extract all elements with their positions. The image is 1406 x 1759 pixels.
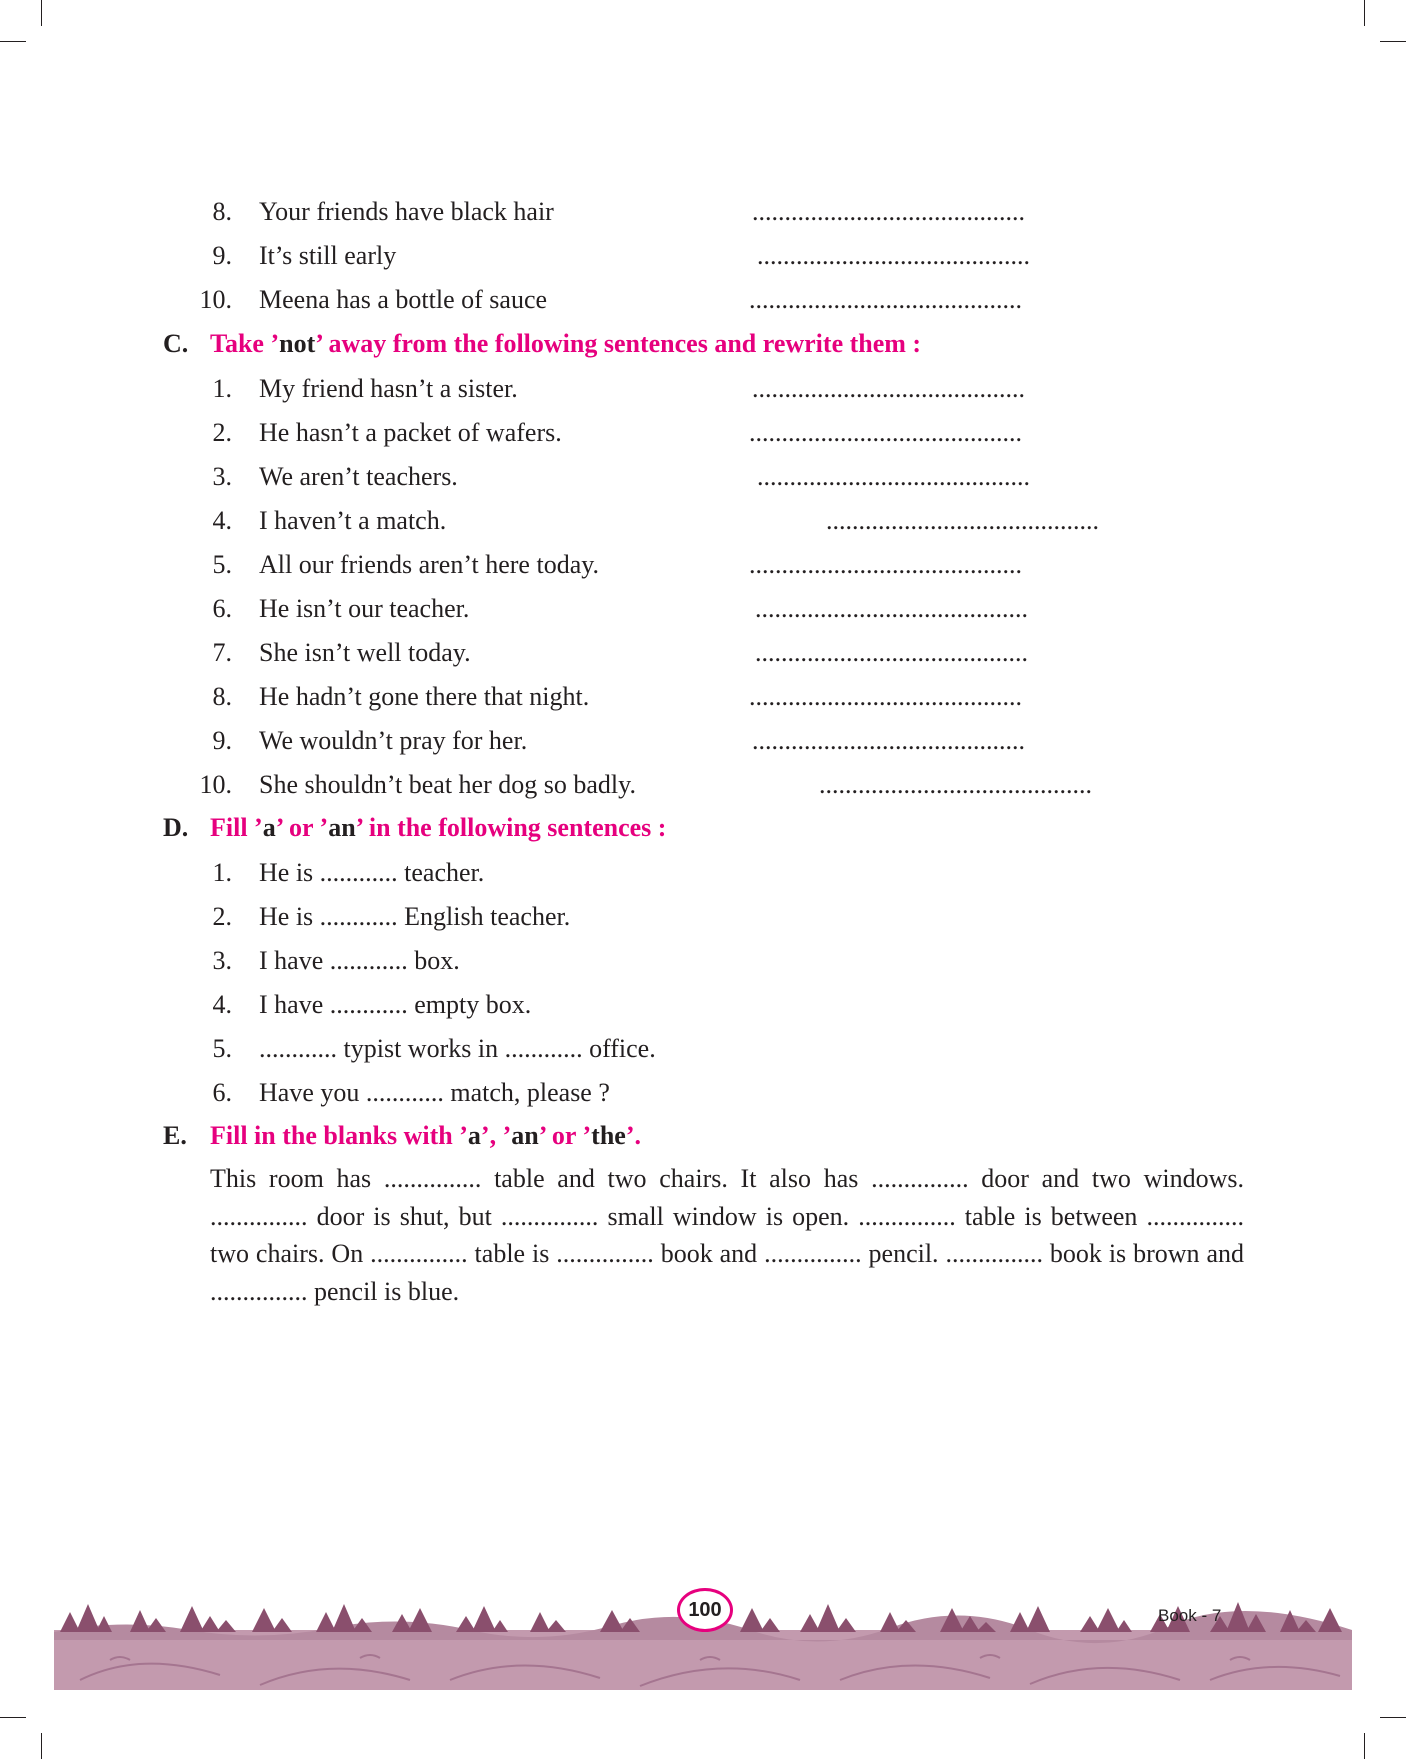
title-keyword: a xyxy=(467,1121,481,1150)
answer-blank: .......................................... xyxy=(752,374,1025,403)
item-text: My friend hasn’t a sister. xyxy=(259,374,518,403)
answer-blank: .......................................... xyxy=(752,726,1025,755)
item-text: He hasn’t a packet of wafers. xyxy=(259,418,562,447)
crop-mark-bottom-left-v xyxy=(41,1733,42,1759)
title-keyword: the xyxy=(591,1121,626,1150)
item-number: 1. xyxy=(212,374,232,403)
item-text: Meena has a bottle of sauce xyxy=(259,285,548,314)
item-text: It’s still early xyxy=(259,241,397,270)
title-keyword: an xyxy=(511,1121,539,1150)
item-number: 4. xyxy=(212,990,232,1019)
answer-blank: .......................................... xyxy=(757,462,1030,491)
crop-mark-bottom-right-h xyxy=(1380,1717,1406,1718)
item-text: He is ............ English teacher. xyxy=(259,902,571,931)
item-number: 4. xyxy=(212,506,232,535)
answer-blank: .......................................... xyxy=(826,506,1099,535)
title-keyword: an xyxy=(328,813,356,842)
section-title xyxy=(210,813,666,843)
item-number: 8. xyxy=(212,682,232,711)
title-part: ’. xyxy=(625,1121,642,1150)
section-letter: D. xyxy=(163,813,189,842)
title-part: Take ’ xyxy=(210,329,280,358)
section-title xyxy=(210,1121,641,1151)
answer-blank: .......................................... xyxy=(749,418,1022,447)
item-number: 5. xyxy=(212,1034,232,1063)
item-text: Have you ............ match, please ? xyxy=(259,1078,610,1107)
item-text: I have ............ box. xyxy=(259,946,460,975)
crop-mark-top-left-h xyxy=(0,41,26,42)
item-text: Your friends have black hair xyxy=(259,197,554,226)
item-number: 2. xyxy=(212,902,232,931)
answer-blank: .......................................... xyxy=(749,550,1022,579)
item-text: ............ typist works in ............ office. xyxy=(259,1034,656,1063)
item-number: 8. xyxy=(212,197,232,226)
title-part: Fill ’ xyxy=(210,813,263,842)
item-text: We aren’t teachers. xyxy=(259,462,458,491)
item-number: 1. xyxy=(212,858,232,887)
item-text: She shouldn’t beat her dog so badly. xyxy=(259,770,636,799)
section-letter: C. xyxy=(163,329,189,358)
item-number: 2. xyxy=(212,418,232,447)
answer-blank: .......................................... xyxy=(755,638,1028,667)
item-number: 5. xyxy=(212,550,232,579)
item-number: 9. xyxy=(212,726,232,755)
item-number: 3. xyxy=(212,462,232,491)
title-keyword: a xyxy=(262,813,276,842)
answer-blank: .......................................... xyxy=(755,594,1028,623)
crop-mark-top-left-v xyxy=(41,0,42,26)
crop-mark-top-right-h xyxy=(1380,41,1406,42)
answer-blank: .......................................... xyxy=(752,197,1025,226)
item-number: 7. xyxy=(212,638,232,667)
page-number-badge: 100 xyxy=(677,1588,733,1632)
section-letter: E. xyxy=(163,1121,187,1150)
crop-mark-bottom-left-h xyxy=(0,1717,26,1718)
item-text: We wouldn’t pray for her. xyxy=(259,726,528,755)
item-number: 9. xyxy=(212,241,232,270)
exercise-paragraph: This room has ............... table and two chairs. It also has ............... door and two windows. ............... door is shut, but ............... small window is open. ............... table is between ............... two chairs. On ............... table is ............... book and ............... pencil. ............... book is brown and ............... pencil is blue. xyxy=(210,1164,1244,1306)
answer-blank: .......................................... xyxy=(819,770,1092,799)
section-title xyxy=(210,329,921,359)
title-part: ’, ’ xyxy=(480,1121,512,1150)
crop-mark-bottom-right-v xyxy=(1364,1733,1365,1759)
item-text: She isn’t well today. xyxy=(259,638,471,667)
title-part: ’ away from the following sentences and rewrite them : xyxy=(315,329,922,358)
book-label: Book - 7 xyxy=(1158,1606,1222,1625)
answer-blank: .......................................... xyxy=(757,241,1030,270)
item-number: 6. xyxy=(212,594,232,623)
item-number: 3. xyxy=(212,946,232,975)
item-text: All our friends aren’t here today. xyxy=(259,550,600,579)
item-number: 6. xyxy=(212,1078,232,1107)
title-part: ’ in the following sentences : xyxy=(355,813,667,842)
item-text: He is ............ teacher. xyxy=(259,858,485,887)
crop-mark-top-right-v xyxy=(1364,0,1365,26)
item-text: I haven’t a match. xyxy=(259,506,447,535)
title-keyword: not xyxy=(279,329,316,358)
item-number: 10. xyxy=(199,285,232,314)
item-text: He isn’t our teacher. xyxy=(259,594,470,623)
answer-blank: .......................................... xyxy=(749,682,1022,711)
item-text: He hadn’t gone there that night. xyxy=(259,682,590,711)
answer-blank: .......................................... xyxy=(749,285,1022,314)
title-part: ’ or ’ xyxy=(538,1121,592,1150)
title-part: Fill in the blanks with ’ xyxy=(210,1121,468,1150)
title-part: ’ or ’ xyxy=(275,813,329,842)
item-number: 10. xyxy=(199,770,232,799)
item-text: I have ............ empty box. xyxy=(259,990,532,1019)
